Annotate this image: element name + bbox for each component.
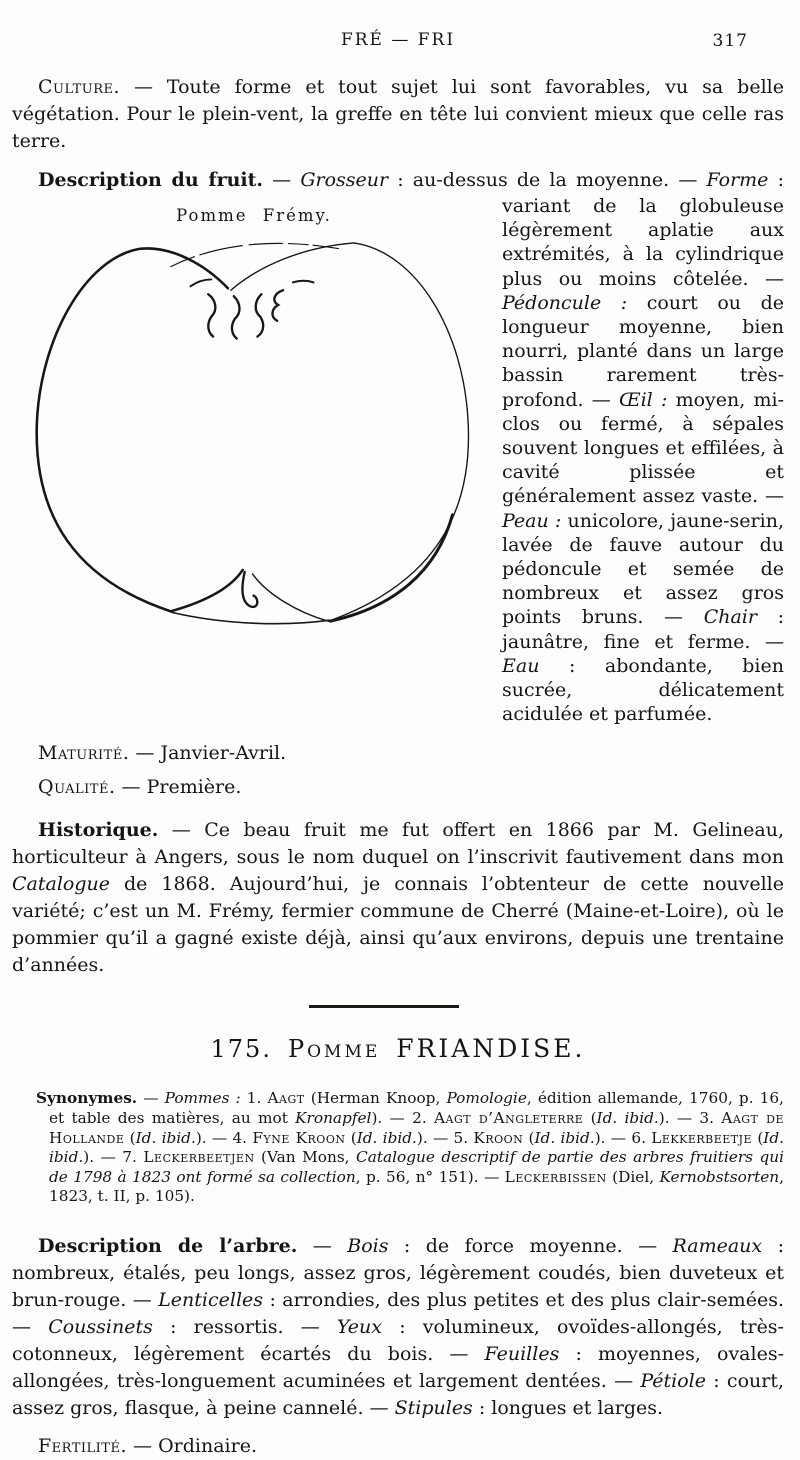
running-title: FRÉ — FRI (340, 30, 456, 50)
maturity-line: Maturité. — Janvier-Avril. (38, 742, 287, 765)
synonyms-paragraph: Synonymes. — Pommes : 1. Aagt (Herman Knoop, Pomologie, édition allemande, 1760, p. 16, et table des matières, au mot Kronapfel). — 2. Aagt d’Angleterre (Id. ibid.). — 3. Aagt de Hollande (Id. ibid.). — 4. Fyne Kroon (Id. ibid.). — 5. Kroon (Id. ibid.). — 6. Lekkerbeetje (Id. ibid.). — 7. Leckerbeetjen (Van Mons, Catalogue descriptif de partie des arbres fruitiers qui de 1798 à 1823 ont formé sa collection, p. 56, n° 151). — Leckerbissen (Diel, Kernobstsorten, 1823, t. II, p. 105). (36, 1089, 785, 1206)
fruit-description-column: variant de la globuleuse légèrement aplatie aux extrémités, à la cylindrique plus ou moins côtelée. — Pédoncule : court ou de longueur moyenne, bien nourri, planté dans un large bassin rarement très-profond. — Œil : moyen, mi-clos ou fermé, à sépales souvent longues et effilées, à cavité plissée et généralement assez vaste. — Peau : unicolore, jaune-serin, lavée de fauve autour du pédoncule et semée de nombreux et assez gros points bruns. — Chair : jaunâtre, fine et ferme. — Eau : abondante, bien sucrée, délicatement acidulée et parfumée. (502, 195, 784, 726)
section-number: 175. (210, 1035, 272, 1064)
page-number: 317 (712, 31, 748, 51)
quality-line: Qualité. — Première. (38, 776, 242, 799)
section-genus: Pomme (287, 1035, 381, 1064)
fertility-line: Fertilité. — Ordinaire. (38, 1435, 258, 1458)
historique-paragraph: Historique. — Ce beau fruit me fut offert en 1866 par M. Gelineau, horticulteur à Angers, sous le nom duquel on l’inscrivit fautivement dans mon Catalogue de 1868. Aujourd’hui, je connais l’obtenteur de cette nouvelle variété; c’est un M. Frémy, fermier commune de Cherré (Maine-et-Loire), où le pommier qu’il a gagné existe déjà, ainsi qu’aux environs, depuis une trentaine d’années. (12, 819, 784, 977)
apple-figure (12, 194, 496, 639)
culture-paragraph: Culture. — Toute forme et tout sujet lui sont favorables, vu sa belle végétation. Pour le plein-vent, la greffe en tête lui convient mieux que celle ras terre. (12, 76, 784, 152)
section-divider (309, 1005, 459, 1008)
apple-line-drawing (25, 237, 483, 639)
section-name: FRIANDISE. (396, 1034, 586, 1064)
fruit-description-section (12, 194, 784, 726)
running-head (12, 30, 784, 50)
tree-description-paragraph: Description de l’arbre. — Bois : de force moyenne. — Rameaux : nombreux, étalés, peu longs, assez gros, légèrement coudés, bien duveteux et brun-rouge. — Lenticelles : arrondies, des plus petites et des plus clair-semées. — Coussinets : ressortis. — Yeux : volumineux, ovoïdes-allongés, très-cotonneux, légèrement écartés du bois. — Feuilles : moyennes, ovales-allongées, très-longuement acuminées et largement dentées. — Pétiole : court, assez gros, flasque, à peine cannelé. — Stipules : longues et larges. (12, 1235, 784, 1420)
section-heading (12, 1034, 784, 1063)
figure-caption: Pomme Frémy. (176, 206, 332, 225)
fruit-description-lead: Description du fruit. — Grosseur : au-dessus de la moyenne. — Forme : (38, 169, 784, 191)
